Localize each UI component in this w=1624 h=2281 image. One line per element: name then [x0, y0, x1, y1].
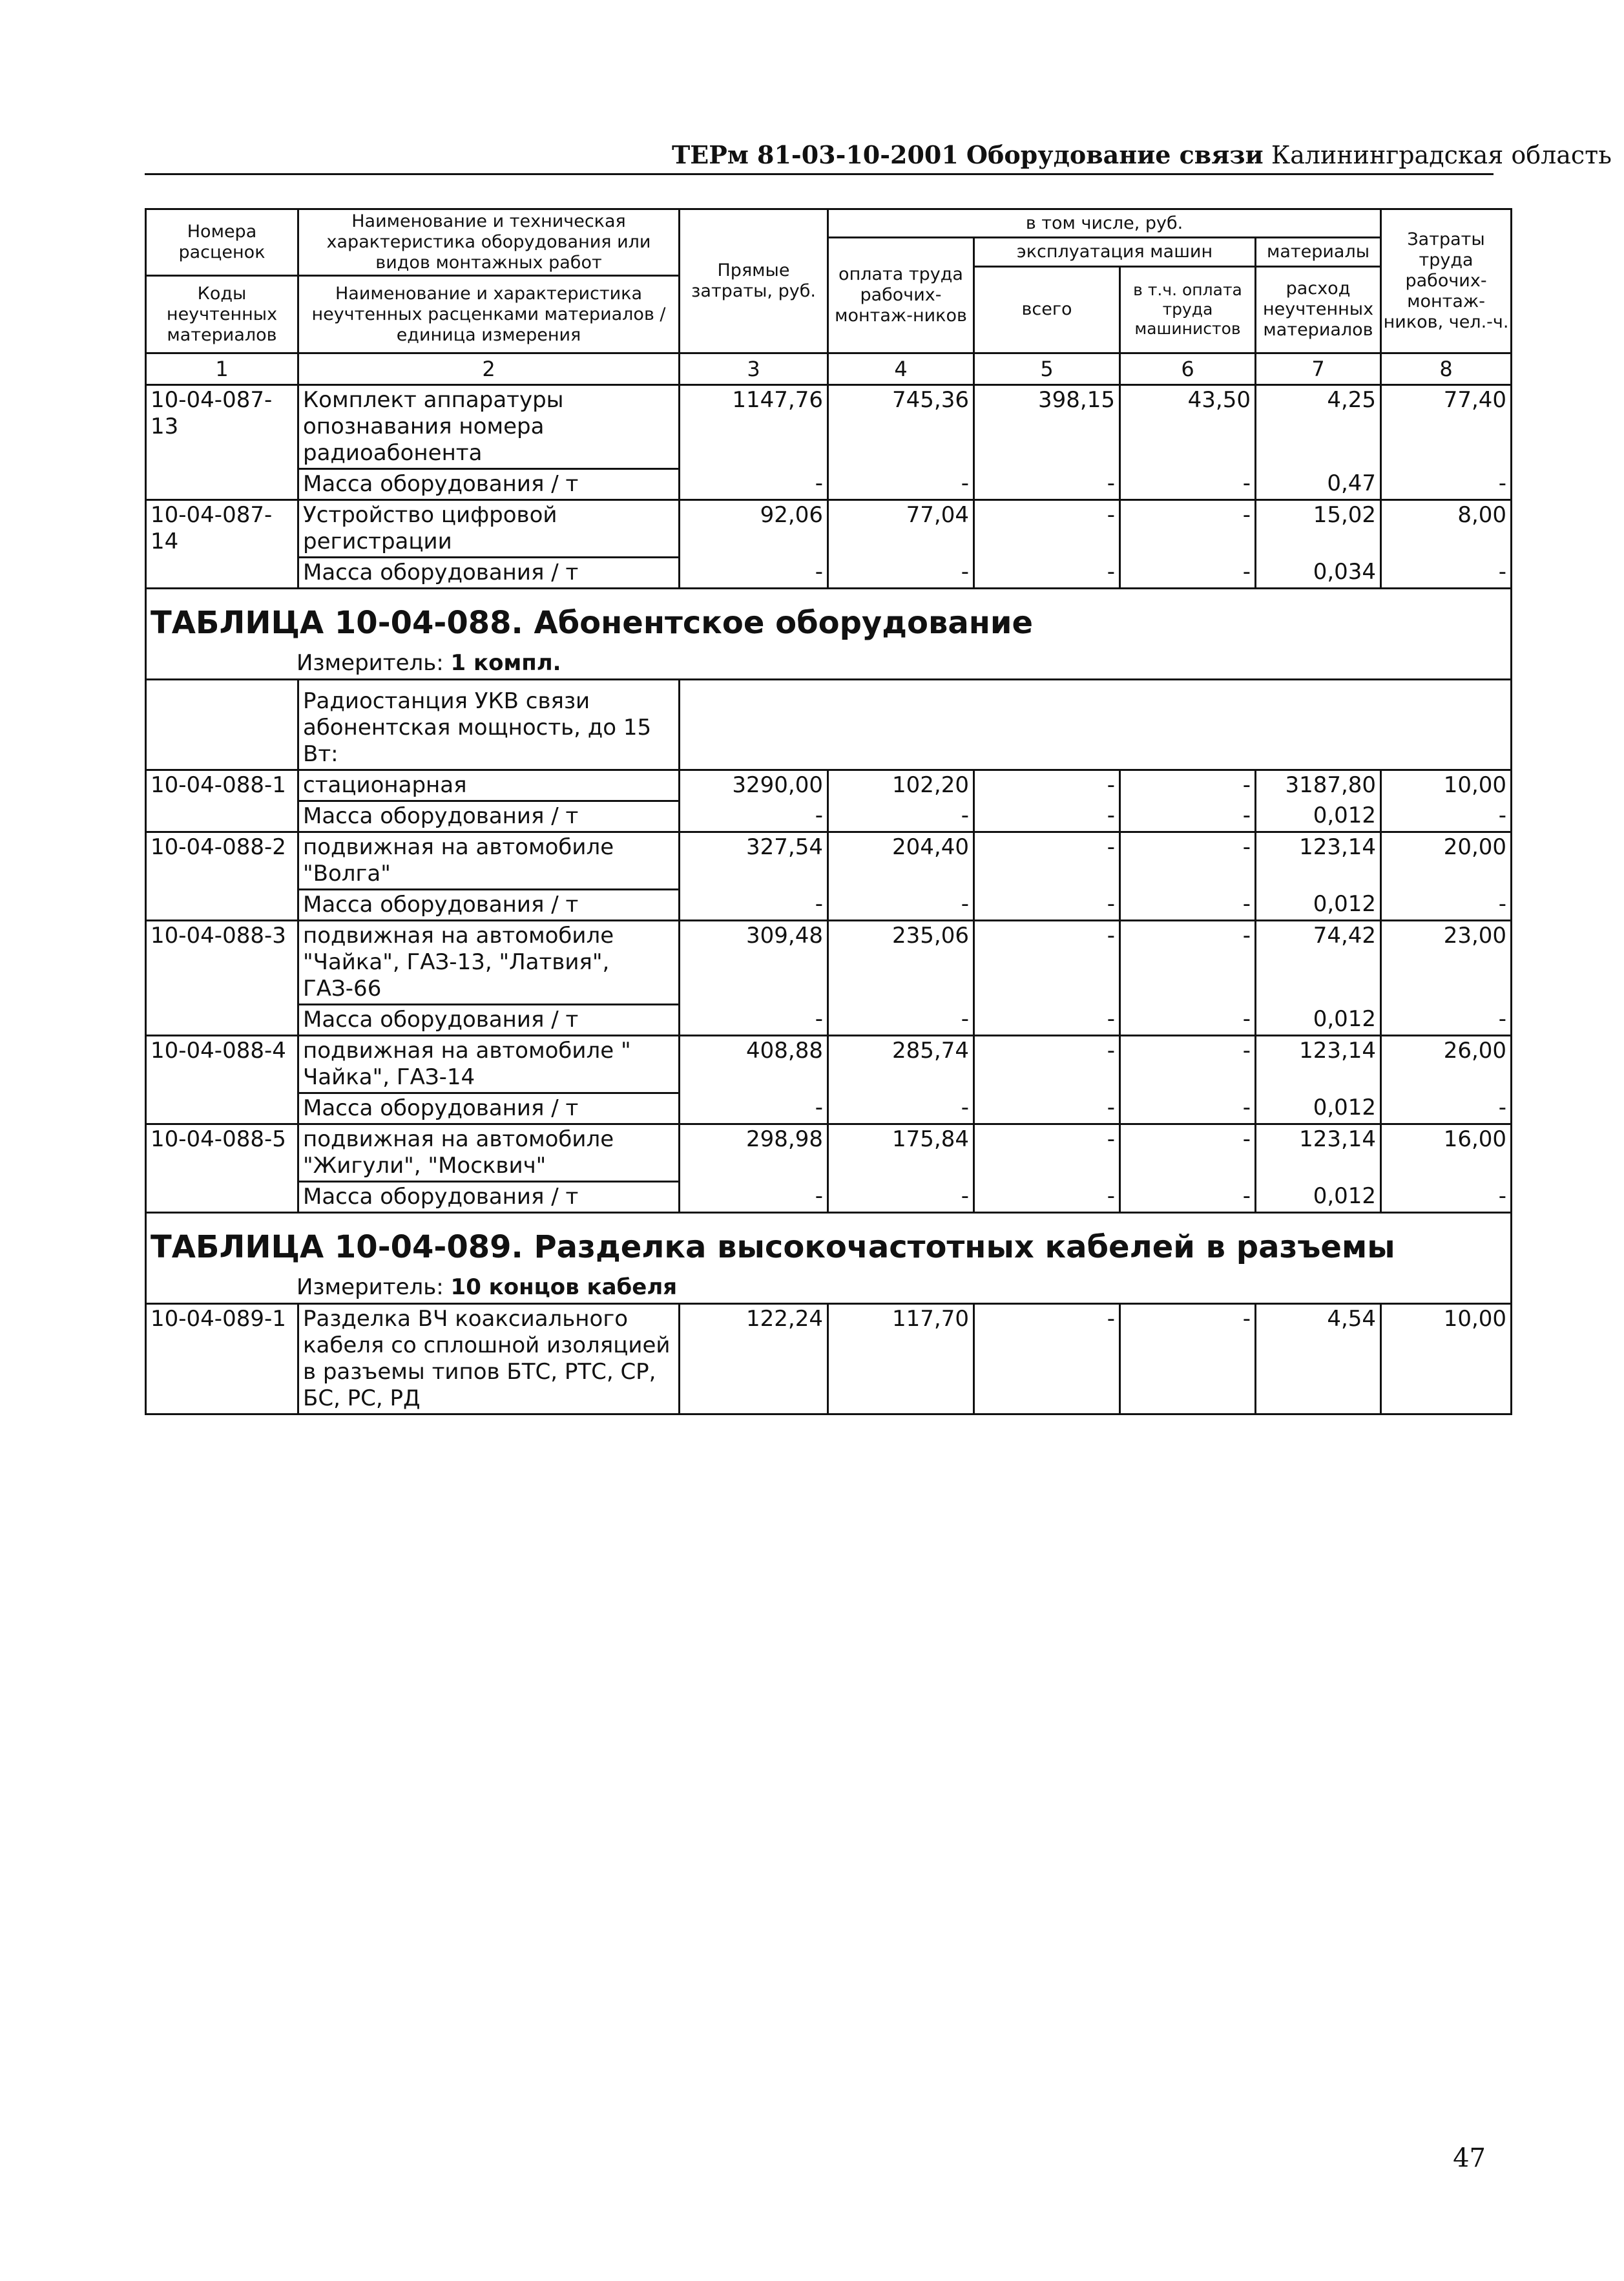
rate-name: Комплект аппаратуры опознавания номера радиоабонента [298, 385, 680, 469]
th-codes-top: Номера расценок [146, 209, 298, 276]
machinists-cost: - [1120, 832, 1256, 890]
mass-row [146, 558, 1512, 589]
rate-code: 10-04-088-5 [146, 1124, 298, 1213]
mass-value: - [1120, 1005, 1256, 1036]
machinists-cost: - [1120, 1304, 1256, 1414]
col-number: 7 [1256, 353, 1381, 385]
mass-row [146, 1005, 1512, 1036]
labor-hours: 77,40 [1381, 385, 1512, 469]
col-number: 6 [1120, 353, 1256, 385]
table-row [146, 770, 1512, 801]
labor-cost: 745,36 [828, 385, 974, 469]
materials-cost: 123,14 [1256, 832, 1381, 890]
mass-row [146, 890, 1512, 921]
rates-table [145, 208, 1512, 1415]
labor-hours: 10,00 [1381, 770, 1512, 801]
header-section: Оборудование связи [966, 140, 1264, 169]
machinists-cost: - [1120, 770, 1256, 801]
mass-value: - [1381, 1005, 1512, 1036]
mass-value: 0,47 [1256, 469, 1381, 500]
mass-label: Масса оборудования / т [298, 801, 680, 832]
materials-cost: 123,14 [1256, 1124, 1381, 1182]
th-material-use: расход неучтенных материалов [1256, 266, 1381, 353]
materials-cost: 74,42 [1256, 921, 1381, 1005]
th-group: в том числе, руб. [828, 209, 1381, 238]
document-header [672, 136, 1612, 174]
rate-code: 10-04-088-2 [146, 832, 298, 921]
mass-value: - [1120, 558, 1256, 589]
labor-cost: 117,70 [828, 1304, 974, 1414]
th-name-top: Наименование и техническая характеристика оборудования или видов монтажных работ [298, 209, 680, 276]
mass-value: - [1120, 801, 1256, 832]
labor-cost: 175,84 [828, 1124, 974, 1182]
mass-value: - [1120, 890, 1256, 921]
labor-hours: 20,00 [1381, 832, 1512, 890]
mass-value: - [828, 469, 974, 500]
machinists-cost: - [1120, 1124, 1256, 1182]
mass-value: 0,012 [1256, 890, 1381, 921]
materials-cost: 15,02 [1256, 500, 1381, 558]
mass-value: - [974, 558, 1120, 589]
mass-label: Масса оборудования / т [298, 558, 680, 589]
mass-value: - [680, 558, 828, 589]
th-name-bottom: Наименование и характеристика неучтенных расценками материалов / единица измерения [298, 276, 680, 353]
column-numbers-row [146, 353, 1512, 385]
direct-cost: 408,88 [680, 1036, 828, 1093]
meter-row [146, 646, 1512, 680]
mass-value: - [974, 801, 1120, 832]
table-row [146, 500, 1512, 558]
mass-label: Масса оборудования / т [298, 890, 680, 921]
table-row [146, 1124, 1512, 1182]
rate-code: 10-04-089-1 [146, 1304, 298, 1414]
rate-code: 10-04-088-1 [146, 770, 298, 832]
mass-label: Масса оборудования / т [298, 1093, 680, 1124]
table-089-meter [146, 1270, 1512, 1304]
mass-value: 0,034 [1256, 558, 1381, 589]
rate-name: подвижная на автомобиле "Жигули", "Москвич" [298, 1124, 680, 1182]
labor-cost: 285,74 [828, 1036, 974, 1093]
machinists-cost: 43,50 [1120, 385, 1256, 469]
th-codes-bottom: Коды неучтенных материалов [146, 276, 298, 353]
empty-cell [680, 680, 1512, 770]
mass-label: Масса оборудования / т [298, 1182, 680, 1213]
table-row [146, 1304, 1512, 1414]
group-name: Радиостанция УКВ связи абонентская мощность, до 15 Вт: [298, 680, 680, 770]
meter-value: 10 концов кабеля [450, 1274, 678, 1300]
machinists-cost: - [1120, 1036, 1256, 1093]
rate-code: 10-04-087-14 [146, 500, 298, 589]
mass-value: - [680, 1093, 828, 1124]
mass-value: - [1381, 1093, 1512, 1124]
labor-hours: 10,00 [1381, 1304, 1512, 1414]
col-number: 1 [146, 353, 298, 385]
col-number: 5 [974, 353, 1120, 385]
machines-cost: - [974, 1304, 1120, 1414]
mass-value: - [974, 890, 1120, 921]
mass-value: - [1120, 1182, 1256, 1213]
mass-value: - [828, 1093, 974, 1124]
direct-cost: 122,24 [680, 1304, 828, 1414]
header-rule [145, 173, 1494, 175]
labor-cost: 77,04 [828, 500, 974, 558]
table-row [146, 832, 1512, 890]
materials-cost: 4,54 [1256, 1304, 1381, 1414]
header-region: Калининградская область [1271, 141, 1612, 169]
materials-cost: 4,25 [1256, 385, 1381, 469]
th-labor: оплата труда рабочих-монтаж-ников [828, 238, 974, 353]
table-089-title: ТАБЛИЦА 10-04-089. Разделка высокочастотных кабелей в разъемы [146, 1213, 1512, 1271]
mass-row [146, 1093, 1512, 1124]
mass-value: 0,012 [1256, 1005, 1381, 1036]
direct-cost: 1147,76 [680, 385, 828, 469]
labor-cost: 204,40 [828, 832, 974, 890]
direct-cost: 309,48 [680, 921, 828, 1005]
meter-label: Измеритель: [297, 1274, 444, 1300]
mass-value: - [828, 890, 974, 921]
machines-cost: - [974, 832, 1120, 890]
group-row [146, 680, 1512, 770]
labor-hours: 8,00 [1381, 500, 1512, 558]
mass-row [146, 469, 1512, 500]
mass-value: - [1120, 469, 1256, 500]
meter-label: Измеритель: [297, 650, 444, 676]
rate-code: 10-04-088-3 [146, 921, 298, 1036]
mass-value: - [828, 558, 974, 589]
meter-row [146, 1270, 1512, 1304]
rate-name: Устройство цифровой регистрации [298, 500, 680, 558]
table-088-title: ТАБЛИЦА 10-04-088. Абонентское оборудование [146, 589, 1512, 647]
mass-value: - [1381, 558, 1512, 589]
rate-code: 10-04-087-13 [146, 385, 298, 500]
table-row [146, 921, 1512, 1005]
mass-label: Масса оборудования / т [298, 469, 680, 500]
empty-cell [146, 680, 298, 770]
labor-hours: 23,00 [1381, 921, 1512, 1005]
mass-value: - [680, 890, 828, 921]
col-number: 8 [1381, 353, 1512, 385]
mass-value: - [828, 801, 974, 832]
mass-value: - [680, 469, 828, 500]
header-code: ТЕРм 81-03-10-2001 [672, 140, 959, 169]
mass-value: - [828, 1182, 974, 1213]
machines-cost: - [974, 1036, 1120, 1093]
th-labor-hours: Затраты труда рабочих-монтаж-ников, чел.-ч. [1381, 209, 1512, 353]
th-machinists: в т.ч. оплата труда машинистов [1120, 266, 1256, 353]
direct-cost: 298,98 [680, 1124, 828, 1182]
rate-code: 10-04-088-4 [146, 1036, 298, 1124]
mass-value: - [1381, 469, 1512, 500]
mass-value: - [680, 1005, 828, 1036]
th-machines-total: всего [974, 266, 1120, 353]
mass-value: - [974, 1182, 1120, 1213]
materials-cost: 123,14 [1256, 1036, 1381, 1093]
mass-label: Масса оборудования / т [298, 1005, 680, 1036]
rate-name: стационарная [298, 770, 680, 801]
table-row [146, 1036, 1512, 1093]
mass-value: - [1381, 801, 1512, 832]
meter-value: 1 компл. [450, 650, 561, 676]
col-number: 2 [298, 353, 680, 385]
mass-row [146, 801, 1512, 832]
mass-value: - [680, 1182, 828, 1213]
mass-value: - [974, 1005, 1120, 1036]
header-row-1 [146, 209, 1512, 238]
mass-value: 0,012 [1256, 801, 1381, 832]
page-number: 47 [1453, 2143, 1486, 2173]
mass-value: - [828, 1005, 974, 1036]
mass-value: - [1120, 1093, 1256, 1124]
labor-cost: 235,06 [828, 921, 974, 1005]
labor-hours: 16,00 [1381, 1124, 1512, 1182]
mass-value: - [1381, 1182, 1512, 1213]
mass-value: 0,012 [1256, 1182, 1381, 1213]
direct-cost: 3290,00 [680, 770, 828, 801]
machines-cost: - [974, 921, 1120, 1005]
mass-row [146, 1182, 1512, 1213]
machinists-cost: - [1120, 500, 1256, 558]
mass-value: - [1381, 890, 1512, 921]
machines-cost: - [974, 1124, 1120, 1182]
table-row [146, 385, 1512, 469]
mass-value: - [680, 801, 828, 832]
rate-name: подвижная на автомобиле "Волга" [298, 832, 680, 890]
table-title-row [146, 589, 1512, 647]
col-number: 3 [680, 353, 828, 385]
rate-name: подвижная на автомобиле "Чайка", ГАЗ-13, "Латвия", ГАЗ-66 [298, 921, 680, 1005]
th-direct: Прямые затраты, руб. [680, 209, 828, 353]
mass-value: 0,012 [1256, 1093, 1381, 1124]
labor-cost: 102,20 [828, 770, 974, 801]
mass-value: - [974, 469, 1120, 500]
machines-cost: - [974, 500, 1120, 558]
mass-value: - [974, 1093, 1120, 1124]
table-088-meter [146, 646, 1512, 680]
th-machines: эксплуатация машин [974, 238, 1256, 267]
materials-cost: 3187,80 [1256, 770, 1381, 801]
direct-cost: 327,54 [680, 832, 828, 890]
rate-name: Разделка ВЧ коаксиального кабеля со сплошной изоляцией в разъемы типов БТС, РТС, СР, БС, РС, РД [298, 1304, 680, 1414]
col-number: 4 [828, 353, 974, 385]
labor-hours: 26,00 [1381, 1036, 1512, 1093]
th-materials: материалы [1256, 238, 1381, 267]
table-title-row [146, 1213, 1512, 1271]
machines-cost: - [974, 770, 1120, 801]
rate-name: подвижная на автомобиле " Чайка", ГАЗ-14 [298, 1036, 680, 1093]
machines-cost: 398,15 [974, 385, 1120, 469]
direct-cost: 92,06 [680, 500, 828, 558]
machinists-cost: - [1120, 921, 1256, 1005]
